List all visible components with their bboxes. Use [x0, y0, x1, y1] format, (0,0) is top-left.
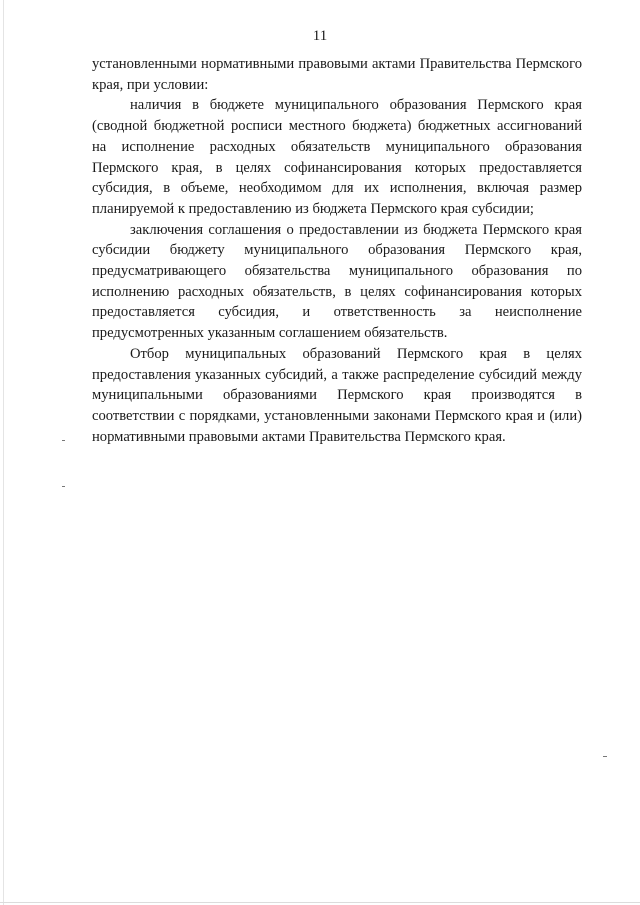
paragraph-selection: Отбор муниципальных образований Пермского края в целях предоставления указанных субсидий, а также распределение субсидий между муниципальными образованиями Пермского края производятся в соответствии с порядками, установленными законами Пермского края и (или) нормативными правовыми актами Правительства Пермского края.	[92, 345, 582, 445]
scan-mark	[62, 486, 65, 487]
document-body	[92, 54, 582, 447]
page-number: 11	[312, 28, 328, 44]
scan-mark	[62, 440, 65, 441]
scan-mark	[603, 756, 607, 757]
paragraph-condition-budget: наличия в бюджете муниципального образования Пермского края (сводной бюджетной росписи местного бюджета) бюджетных ассигнований на исполнение расходных обязательств муниципального образования Пермского края, в целях софинансирования которых предоставляется субсидия, в объеме, необходимом для их исполнения, включая размер планируемой к предоставлению из бюджета Пермского края субсидии;	[92, 97, 582, 217]
paragraph-condition-agreement: заключения соглашения о предоставлении из бюджета Пермского края субсидии бюджету муниципального образования Пермского края, предусматривающего обязательства муниципального образования по исполнению расходных обязательств, в целях софинансирования которых предоставляется субсидия, и ответственность за неисполнение предусмотренных указанным соглашением обязательств.	[92, 221, 582, 342]
paragraph-continuation: установленными нормативными правовыми актами Правительства Пермского края, при условии:	[92, 56, 582, 93]
scan-edge-bottom	[0, 902, 640, 903]
scan-edge-left	[3, 0, 4, 905]
